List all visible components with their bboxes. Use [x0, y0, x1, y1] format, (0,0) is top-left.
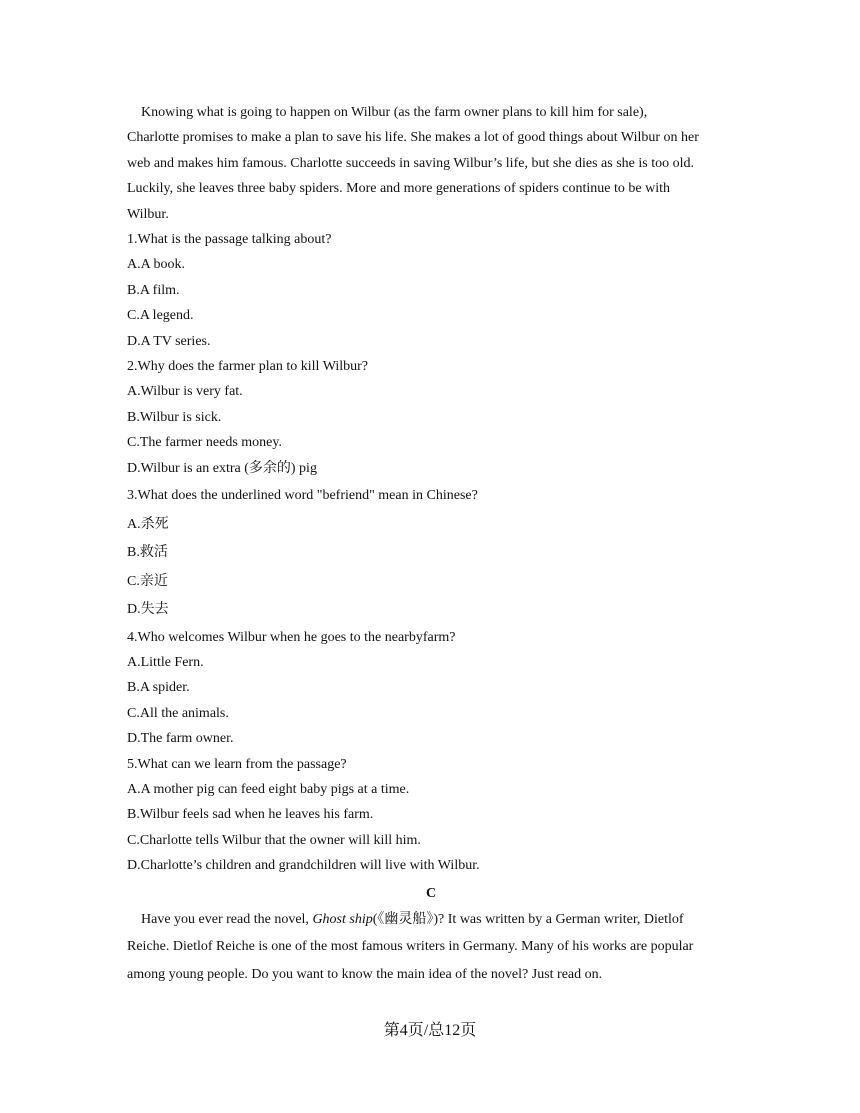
passage-b-ending: [127, 100, 747, 227]
passage-text: (《幽灵船》)? It was written by a German writer, Dietlof: [372, 912, 684, 928]
question-stem: 3.What does the underlined word "befriend" mean in Chinese?: [127, 488, 478, 504]
passage-line: [127, 906, 747, 933]
passage-line: Charlotte promises to make a plan to save his life. She makes a lot of good things about Wilbur on her: [127, 130, 699, 146]
answer-option: A.A mother pig can feed eight baby pigs at a time.: [127, 782, 410, 798]
question-3: [127, 482, 747, 625]
answer-option: A.Little Fern.: [127, 655, 204, 670]
answer-option: C.All the animals.: [127, 705, 229, 721]
answer-option: B.救活: [127, 545, 168, 561]
passage-line: web and makes him famous. Charlotte succeeds in saving Wilbur’s life, but she dies as she is too old.: [127, 155, 694, 171]
question-1: [127, 227, 747, 354]
passage-text: Have you ever read the novel,: [141, 912, 313, 928]
answer-option: B.A spider.: [127, 680, 190, 696]
answer-option: C.Charlotte tells Wilbur that the owner will kill him.: [127, 832, 421, 848]
answer-option: D.Charlotte’s children and grandchildren will live with Wilbur.: [127, 858, 480, 874]
novel-title: Ghost ship: [312, 912, 373, 928]
answer-option: C.The farmer needs money.: [127, 435, 282, 451]
section-c-passage: [127, 906, 747, 988]
passage-line: Wilbur.: [127, 206, 169, 222]
answer-option: C.亲近: [127, 573, 168, 589]
passage-line: among young people. Do you want to know the main idea of the novel? Just read on.: [127, 966, 603, 982]
answer-option: B.Wilbur feels sad when he leaves his farm.: [127, 807, 374, 823]
question-stem: 1.What is the passage talking about?: [127, 232, 332, 248]
section-c-heading: C: [425, 885, 437, 901]
answer-option: D.The farm owner.: [127, 731, 234, 747]
question-4: [127, 625, 747, 752]
answer-option: B.A film.: [127, 282, 180, 298]
answer-option: C.A legend.: [127, 308, 194, 324]
passage-line: Knowing what is going to happen on Wilbur (as the farm owner plans to kill him for sale),: [141, 105, 648, 120]
answer-option: A.A book.: [127, 257, 185, 273]
answer-option: B.Wilbur is sick.: [127, 409, 222, 425]
answer-option: D.Wilbur is an extra (多余的) pig: [127, 460, 317, 476]
question-stem: 2.Why does the farmer plan to kill Wilbur?: [127, 359, 369, 375]
answer-option: D.A TV series.: [127, 333, 211, 349]
question-5: [127, 752, 747, 879]
answer-option: A.Wilbur is very fat.: [127, 384, 243, 400]
page-number-footer: 第4页/总12页: [383, 1022, 477, 1039]
question-2: [127, 354, 747, 481]
answer-option: A.杀死: [127, 516, 169, 532]
question-stem: 4.Who welcomes Wilbur when he goes to the nearbyfarm?: [127, 629, 456, 645]
page-content: [127, 100, 747, 988]
passage-line: Luckily, she leaves three baby spiders. More and more generations of spiders continue to be with: [127, 181, 670, 197]
question-stem: 5.What can we learn from the passage?: [127, 756, 347, 772]
answer-option: D.失去: [127, 602, 169, 618]
passage-line: Reiche. Dietlof Reiche is one of the most famous writers in Germany. Many of his works are popular: [127, 939, 694, 955]
